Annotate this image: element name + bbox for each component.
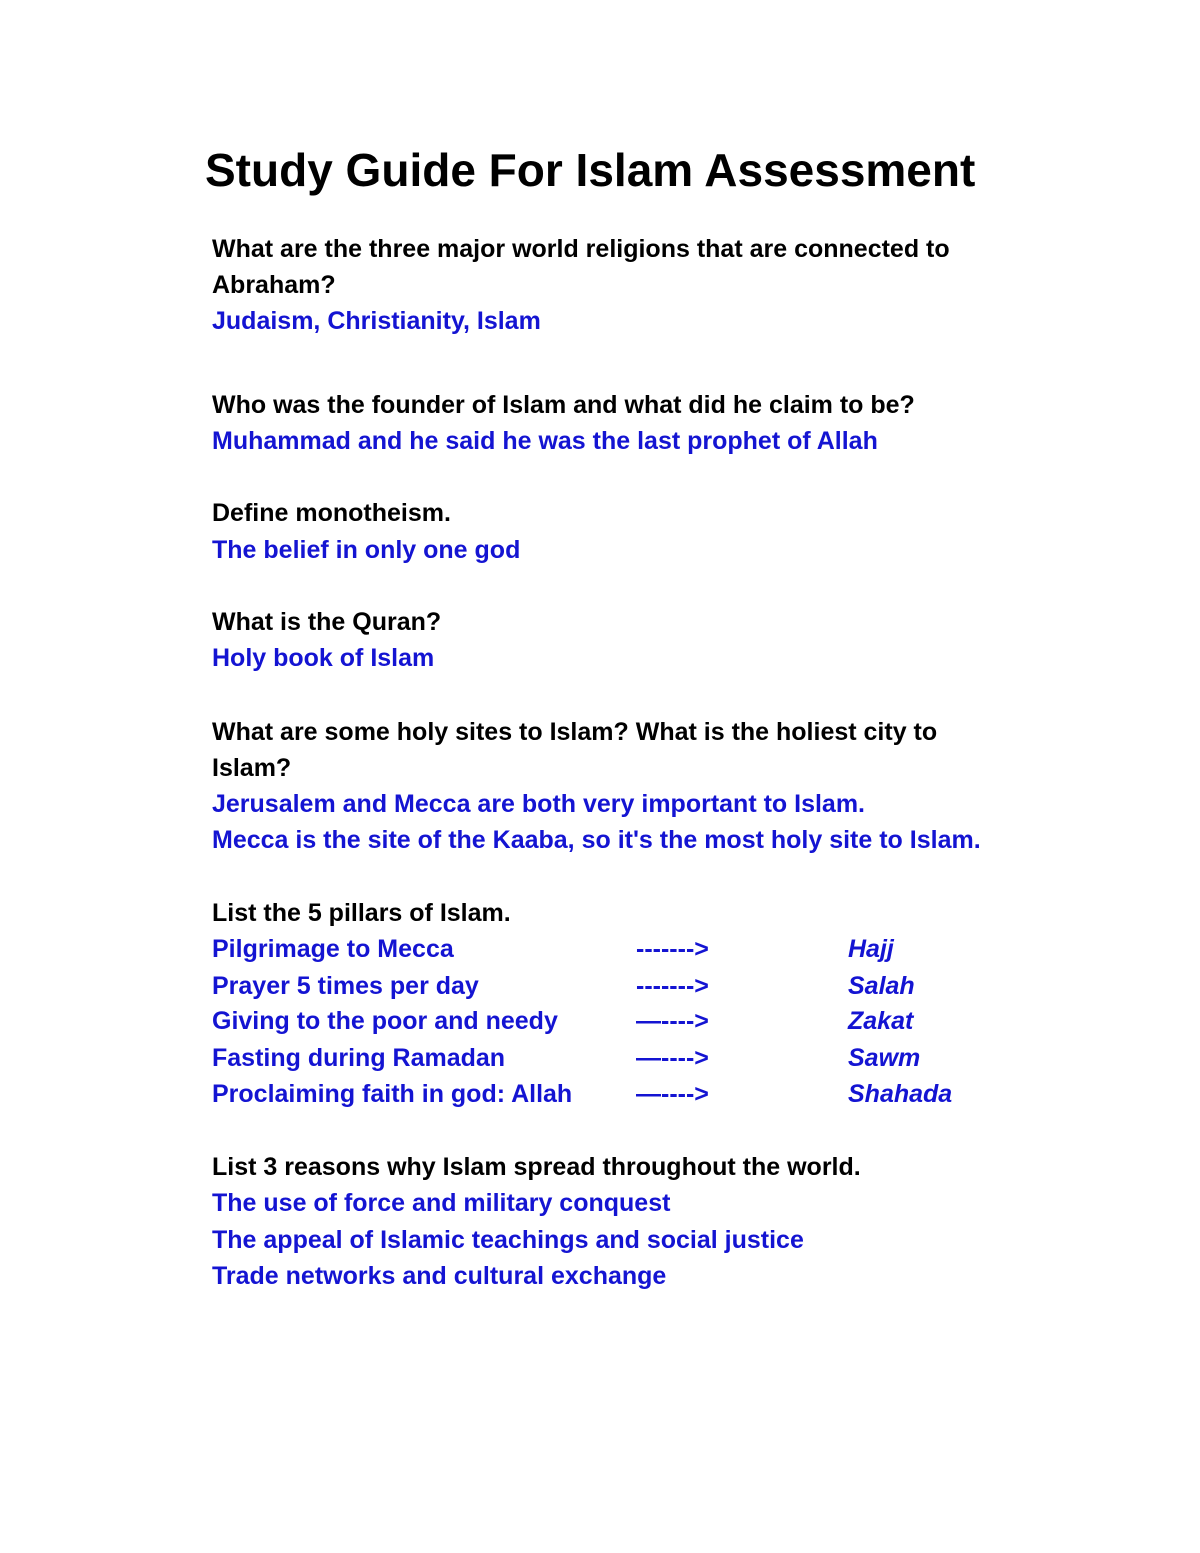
pillar-row — [212, 1003, 1112, 1039]
pillar-term: Sawm — [848, 1044, 921, 1072]
arrow-text: —----> — [636, 1044, 709, 1072]
question-text: List 3 reasons why Islam spread throughout the world. — [212, 1153, 861, 1181]
pillar-row — [212, 968, 1112, 1004]
arrow-text: —----> — [636, 1007, 709, 1035]
pillar-term: Shahada — [848, 1080, 953, 1108]
pillar-description: Pilgrimage to Mecca — [212, 935, 454, 963]
pillar-description: Proclaiming faith in god: Allah — [212, 1080, 573, 1108]
pillar-term: Salah — [848, 972, 915, 1000]
arrow-text: -------> — [636, 972, 709, 1000]
answer-text: The appeal of Islamic teachings and social justice — [212, 1226, 804, 1254]
page-title: Study Guide For Islam Assessment — [205, 144, 976, 196]
question-text: Who was the founder of Islam and what did he claim to be? — [212, 391, 915, 419]
pillar-description: Fasting during Ramadan — [212, 1044, 506, 1072]
pillar-row — [212, 931, 1112, 967]
answer-text: Mecca is the site of the Kaaba, so it's the most holy site to Islam. — [212, 826, 981, 854]
pillar-term: Hajj — [848, 935, 894, 963]
pillar-description: Giving to the poor and needy — [212, 1007, 558, 1035]
pillar-row — [212, 1040, 1112, 1076]
question-text: List the 5 pillars of Islam. — [212, 899, 511, 927]
question-text: What is the Quran? — [212, 608, 442, 636]
arrow-text: —----> — [636, 1080, 709, 1108]
answer-text: Muhammad and he said he was the last prophet of Allah — [212, 427, 878, 455]
answer-text: The use of force and military conquest — [212, 1189, 671, 1217]
question-text: What are the three major world religions that are connected to — [212, 235, 950, 263]
question-text: Islam? — [212, 754, 292, 782]
answer-text: The belief in only one god — [212, 536, 521, 564]
answer-text: Holy book of Islam — [212, 644, 435, 672]
pillar-description: Prayer 5 times per day — [212, 972, 479, 1000]
answer-text: Jerusalem and Mecca are both very important to Islam. — [212, 790, 866, 818]
question-text: What are some holy sites to Islam? What is the holiest city to — [212, 718, 938, 746]
arrow-text: -------> — [636, 935, 709, 963]
question-text: Define monotheism. — [212, 499, 451, 527]
pillar-row — [212, 1076, 1112, 1112]
pillar-term: Zakat — [848, 1007, 914, 1035]
answer-text: Trade networks and cultural exchange — [212, 1262, 667, 1290]
question-text: Abraham? — [212, 271, 336, 299]
answer-text: Judaism, Christianity, Islam — [212, 307, 541, 335]
